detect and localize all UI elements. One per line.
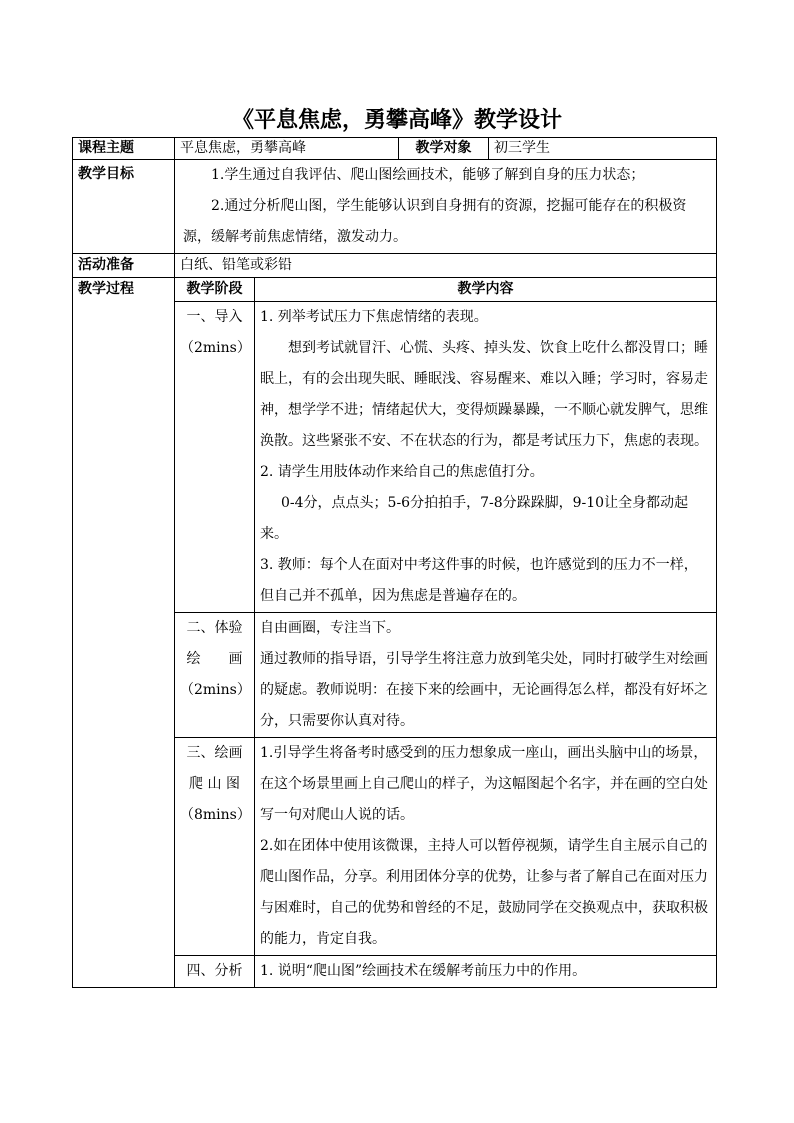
preparation-value: 白纸、铅笔或彩铅: [175, 254, 717, 278]
topic-value: 平息焦虑，勇攀高峰: [175, 138, 399, 160]
objectives-cell: [175, 160, 717, 254]
lesson-plan-table: [72, 137, 717, 988]
stage-name-line: 一、导入: [186, 309, 243, 325]
objectives-row: [73, 160, 717, 254]
topic-label: 课程主题: [73, 138, 175, 160]
content-paragraph: 1. 说明“爬山图”绘画技术在缓解考前压力中的作用。: [260, 963, 587, 979]
process-label: 教学过程: [73, 278, 175, 988]
objective-item: 2.通过分析爬山图，学生能够认识到自身拥有的资源，挖掘可能存在的积极资源，缓解考前焦虑情绪，激发动力。: [183, 198, 687, 245]
stage-name-line: （2mins）: [180, 682, 251, 698]
content-column-header: 教学内容: [255, 278, 717, 302]
content-paragraph: 想到考试就冒汗、心慌、头疼、掉头发、饮食上吃什么都没胃口；睡眠上，有的会出现失眠、睡眠浅、容易醒来、难以入睡；学习时，容易走神，想学学不进；情绪起伏大，变得烦躁暴躁，一不顺心就发脾气，思维涣散。这些紧张不安、不在状态的行为，都是考试压力下，焦虑的表现。: [260, 340, 708, 449]
content-paragraph: 2.如在团体中使用该微课，主持人可以暂停视频，请学生自主展示自己的爬山图作品，分享。利用团体分享的优势，让参与者了解自己在面对压力与困难时，自己的优势和曾经的不足，鼓励同学在交换观点中，获取积极的能力，肯定自我。: [260, 838, 708, 947]
stage-name-line: 爬 山 图: [189, 776, 240, 792]
document-title: 《平息焦虑，勇攀高峰》教学设计: [231, 107, 562, 133]
stage-name-line: （8mins）: [180, 807, 251, 823]
preparation-row: [73, 254, 717, 278]
content-paragraph: 通过教师的指导语，引导学生将注意力放到笔尖处，同时打破学生对绘画的疑虑。教师说明：在接下来的绘画中，无论画得怎么样，都没有好坏之分，只需要你认真对待。: [260, 651, 708, 729]
stage-name-line: 绘 画: [186, 651, 243, 667]
topic-row: [73, 138, 717, 160]
preparation-label: 活动准备: [73, 254, 175, 278]
content-paragraph: 1. 列举考试压力下焦虑情绪的表现。: [260, 309, 488, 325]
stage-content-drawing: [255, 738, 717, 956]
content-paragraph: 1.引导学生将备考时感受到的压力想象成一座山，画出头脑中山的场景，在这个场景里画上自己爬山的样子，为这幅图起个名字，并在画的空白处写一句对爬山人说的话。: [260, 745, 708, 823]
audience-label: 教学对象: [399, 138, 489, 160]
stage-name-line: 二、体验: [186, 620, 243, 636]
stage-content-experience: [255, 613, 717, 738]
audience-value: 初三学生: [489, 138, 717, 160]
content-paragraph: 自由画圈，专注当下。: [260, 620, 400, 636]
objective-item: 1.学生通过自我评估、爬山图绘画技术，能够了解到自身的压力状态；: [211, 167, 645, 183]
stage-name-intro: [175, 302, 255, 613]
stage-name-experience: [175, 613, 255, 738]
stage-name-line: 四、分析: [186, 963, 243, 979]
content-paragraph: 2. 请学生用肢体动作来给自己的焦虑值打分。: [260, 464, 544, 480]
stage-name-line: （2mins）: [180, 340, 251, 356]
content-paragraph: 3. 教师：每个人在面对中考这件事的时候，也许感觉到的压力不一样，但自己并不孤单，因为焦虑是普遍存在的。: [260, 557, 698, 604]
stage-column-header: 教学阶段: [175, 278, 255, 302]
stage-content-intro: [255, 302, 717, 613]
objectives-label: 教学目标: [73, 160, 175, 254]
stage-content-analysis: [255, 956, 717, 988]
process-header-row: [73, 278, 717, 302]
stage-name-drawing: [175, 738, 255, 956]
content-paragraph: 0-4分，点点头；5-6分拍拍手，7-8分跺跺脚，9-10让全身都动起来。: [260, 495, 689, 542]
stage-name-analysis: [175, 956, 255, 988]
stage-name-line: 三、绘画: [186, 745, 243, 761]
